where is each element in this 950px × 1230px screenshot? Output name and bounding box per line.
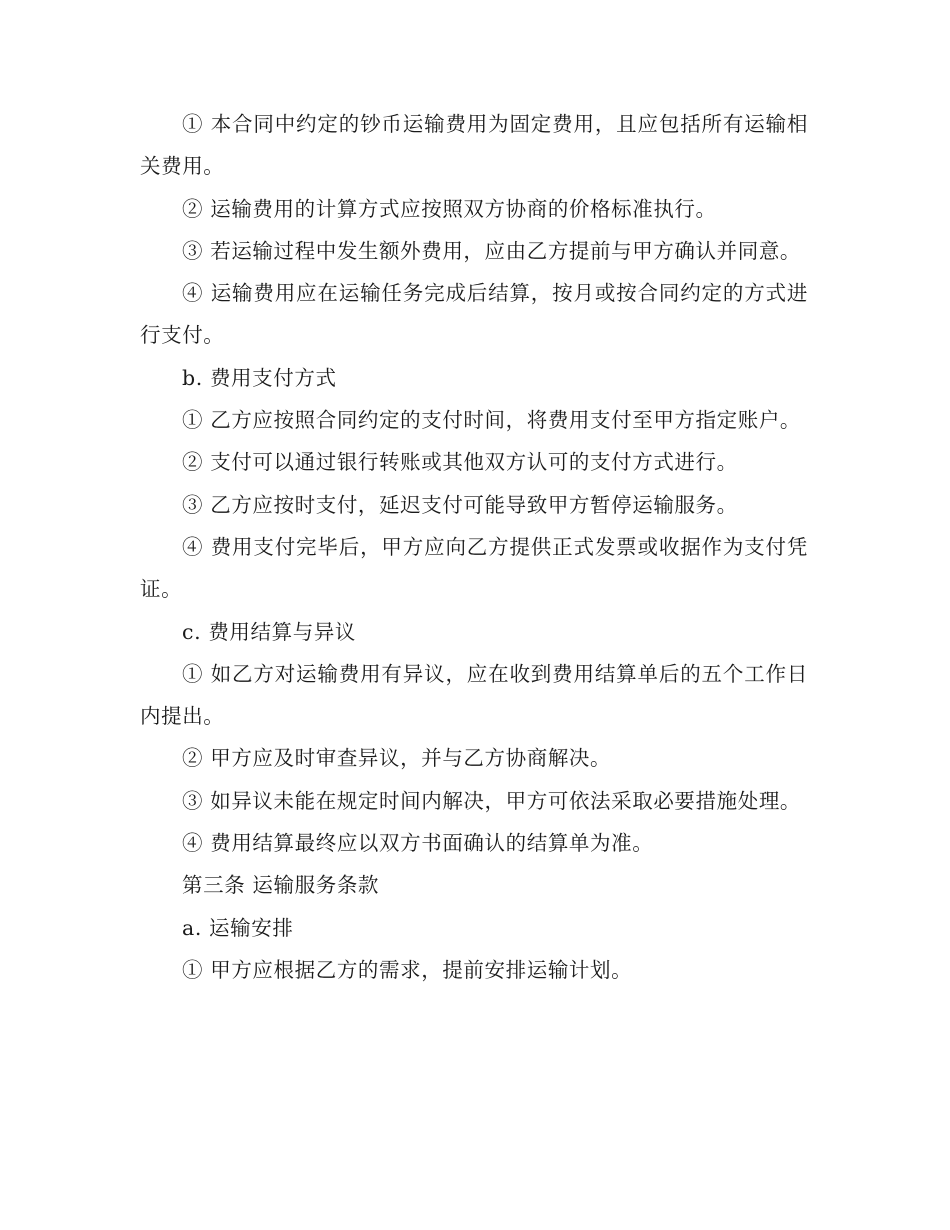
- paragraph-fee-calculation: ② 运输费用的计算方式应按照双方协商的价格标准执行。: [182, 196, 717, 221]
- paragraph-payment-time: ① 乙方应按照合同约定的支付时间，将费用支付至甲方指定账户。: [182, 408, 802, 433]
- heading-transport-arrangement: a. 运输安排: [182, 915, 294, 940]
- paragraph-extra-fees: ③ 若运输过程中发生额外费用，应由乙方提前与甲方确认并同意。: [182, 238, 802, 263]
- paragraph-transport-plan: ① 甲方应根据乙方的需求，提前安排运输计划。: [182, 957, 633, 982]
- paragraph-dispute-review: ② 甲方应及时审查异议，并与乙方协商解决。: [182, 746, 612, 771]
- paragraph-payment-delay: ③ 乙方应按时支付，延迟支付可能导致甲方暂停运输服务。: [182, 492, 738, 517]
- paragraph-payment-invoice: ④ 费用支付完毕后，甲方应向乙方提供正式发票或收据作为支付凭证。: [140, 534, 808, 602]
- paragraph-fee-fixed: ① 本合同中约定的钞币运输费用为固定费用，且应包括所有运输相关费用。: [140, 112, 808, 179]
- heading-payment-method: b. 费用支付方式: [182, 365, 337, 390]
- paragraph-settlement-final: ④ 费用结算最终应以双方书面确认的结算单为准。: [182, 831, 654, 856]
- heading-settlement-dispute: c. 费用结算与异议: [182, 619, 357, 644]
- paragraph-payment-channel: ② 支付可以通过银行转账或其他双方认可的支付方式进行。: [182, 450, 738, 475]
- paragraph-fee-settlement: ④ 运输费用应在运输任务完成后结算，按月或按合同约定的方式进行支付。: [140, 281, 808, 348]
- paragraph-dispute-deadline: ① 如乙方对运输费用有异议，应在收到费用结算单后的五个工作日内提出。: [140, 661, 808, 729]
- heading-article-three: 第三条 运输服务条款: [182, 873, 380, 898]
- paragraph-dispute-measures: ③ 如异议未能在规定时间内解决，甲方可依法采取必要措施处理。: [182, 788, 802, 813]
- document-body: [140, 103, 808, 991]
